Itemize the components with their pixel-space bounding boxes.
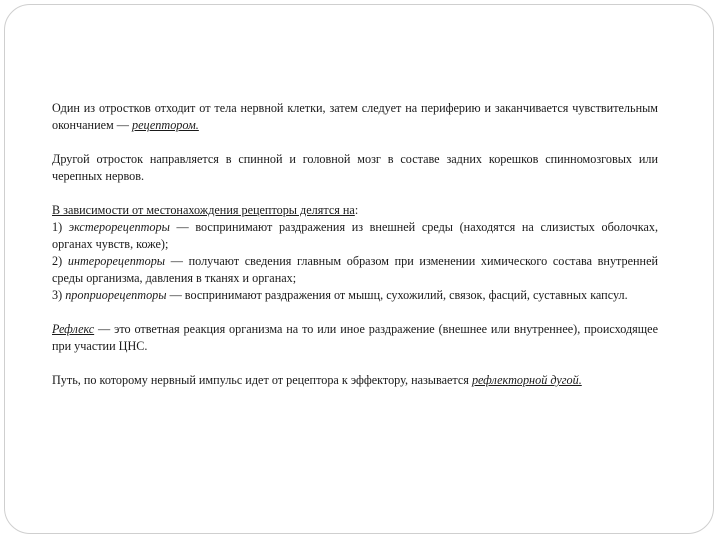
paragraph-receptor bbox=[52, 100, 658, 134]
paragraph-receptor-types bbox=[52, 202, 658, 304]
reflex-arc-text: Путь, по которому нервный импульс идет от рецептора к эффектору, называется bbox=[52, 373, 472, 387]
reflex-definition: — это ответная реакция организма на то или иное раздражение (внешнее или внутреннее), происходящее при участии ЦНС. bbox=[52, 322, 658, 353]
receptor-type-item-3 bbox=[52, 287, 658, 304]
receptor-term: рецептором. bbox=[132, 118, 199, 132]
receptor-type-term: интерорецепторы bbox=[67, 254, 166, 268]
receptor-type-number: 3) bbox=[52, 288, 66, 302]
receptor-type-term: экстерорецепторы bbox=[68, 220, 170, 234]
reflex-arc-term: рефлекторной дугой. bbox=[471, 373, 582, 387]
receptor-types-intro bbox=[52, 202, 658, 219]
other-process-text: Другой отросток направляется в спинной и головной мозг в составе задних корешков спинномозговых или черепных нервов. bbox=[52, 152, 658, 183]
receptor-type-description: — воспринимают раздражения из внешней среды (находятся на слизистых оболочках, органах чувств, коже); bbox=[52, 220, 658, 251]
slide-content bbox=[52, 100, 658, 406]
reflex-term: Рефлекс bbox=[52, 322, 95, 336]
receptor-type-item-2 bbox=[52, 253, 658, 287]
receptor-type-description: — воспринимают раздражения от мышц, сухожилий, связок, фасций, суставных капсул. bbox=[166, 288, 628, 302]
receptor-type-number: 2) bbox=[52, 254, 68, 268]
paragraph-other-process bbox=[52, 151, 658, 185]
paragraph-reflex bbox=[52, 321, 658, 355]
receptor-type-description: — получают сведения главным образом при изменении химического состава внутренней среды организма, давления в тканях и органах; bbox=[52, 254, 659, 285]
receptor-types-intro-text: В зависимости от местонахождения рецепторы делятся на bbox=[52, 203, 355, 217]
receptor-type-number: 1) bbox=[52, 220, 69, 234]
receptor-type-item-1 bbox=[52, 219, 658, 253]
receptor-types-intro-colon: : bbox=[354, 203, 359, 217]
receptor-type-term: проприорецепторы bbox=[65, 288, 167, 302]
receptor-intro-text: Один из отростков отходит от тела нервной клетки, затем следует на периферию и заканчивается чувствительным окончанием — bbox=[52, 101, 658, 132]
paragraph-reflex-arc bbox=[52, 372, 658, 389]
